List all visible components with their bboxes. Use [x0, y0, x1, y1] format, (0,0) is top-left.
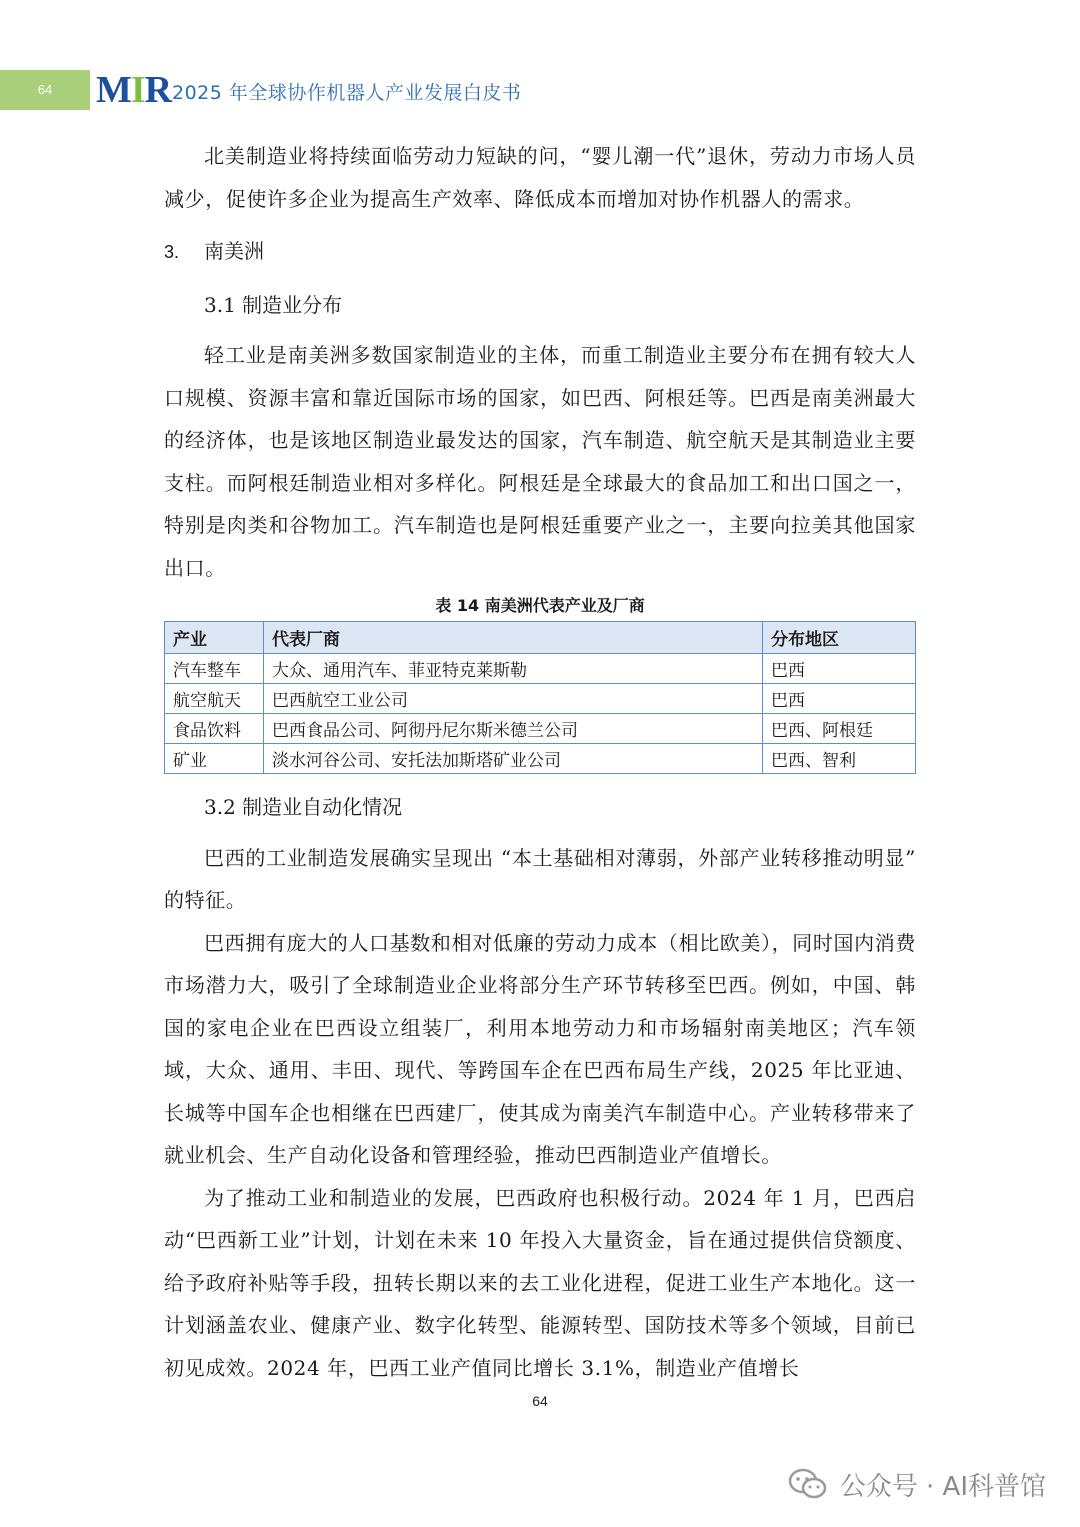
document-body [164, 135, 916, 1389]
mir-logo [96, 70, 171, 110]
subheading-manufacturing-distribution: 3.1 制造业分布 [204, 292, 343, 317]
table-cell: 矿业 [165, 744, 264, 774]
section-heading-south-america [164, 230, 916, 274]
table-cell: 巴西 [763, 654, 916, 684]
table-cell: 航空航天 [165, 684, 264, 714]
page-number: 64 [532, 1393, 548, 1409]
logo-letter-i: I [130, 69, 145, 111]
table-cell: 汽车整车 [165, 654, 264, 684]
table-cell: 大众、通用汽车、菲亚特克莱斯勒 [264, 654, 763, 684]
logo-letter-m: M [96, 69, 131, 111]
table-cell: 淡水河谷公司、安托法加斯塔矿业公司 [264, 744, 763, 774]
table-cell: 巴西航空工业公司 [264, 684, 763, 714]
wechat-icon [788, 1467, 828, 1501]
table-caption: 表 14 南美洲代表产业及厂商 [435, 596, 645, 615]
paragraph-brazil-new-industry: 为了推动工业和制造业的发展，巴西政府也积极行动。2024 年 1 月，巴西启动“巴西新工业”计划，计划在未来 10 年投入大量资金，旨在通过提供信贷额度、给予政府补贴等手段，扭转长期以来的去工业化进程，促进工业生产本地化。这一计划涵盖农业、健康产业、数字化转型、能源转型、国防技术等多个领域，目前已初见成效。2024 年，巴西工业产值同比增长 3.1%，制造业产值增长 [164, 1185, 916, 1380]
table-cell: 巴西、阿根廷 [763, 714, 916, 744]
table-header-row [165, 622, 916, 654]
table-row [165, 744, 916, 774]
header-title: 2025 年全球协作机器人产业发展白皮书 [172, 82, 522, 104]
table-header-cell: 产业 [165, 622, 264, 654]
subheading-automation: 3.2 制造业自动化情况 [204, 795, 403, 819]
table-row [165, 684, 916, 714]
logo-letter-r: R [144, 69, 172, 111]
paragraph-manufacturing-distribution: 轻工业是南美洲多数国家制造业的主体，而重工制造业主要分布在拥有较大人口规模、资源丰富和靠近国际市场的国家，如巴西、阿根廷等。巴西是南美洲最大的经济体，也是该地区制造业最发达的国家，汽车制造、航空航天是其制造业主要支柱。而阿根廷制造业相对多样化。阿根廷是全球最大的食品加工和出口国之一，特别是肉类和谷物加工。汽车制造也是阿根廷重要产业之一，主要向拉美其他国家出口。 [164, 343, 916, 580]
table-cell: 食品饮料 [165, 714, 264, 744]
table-cell: 巴西 [763, 684, 916, 714]
table-header-cell: 代表厂商 [264, 622, 763, 654]
table-cell: 巴西食品公司、阿彻丹尼尔斯米德兰公司 [264, 714, 763, 744]
table-row [165, 714, 916, 744]
watermark-text: 公众号 · AI科普馆 [839, 1471, 1046, 1502]
paragraph-north-america: 北美制造业将持续面临劳动力短缺的问，“婴儿潮一代”退休，劳动力市场人员减少，促使许多企业为提高生产效率、降低成本而增加对协作机器人的需求。 [164, 144, 916, 211]
table-row [165, 654, 916, 684]
paragraph-brazil-industry-transfer: 巴西拥有庞大的人口基数和相对低廉的劳动力成本（相比欧美），同时国内消费市场潜力大，吸引了全球制造业企业将部分生产环节转移至巴西。例如，中国、韩国的家电企业在巴西设立组装厂，利用本地劳动力和市场辐射南美地区；汽车领域，大众、通用、丰田、现代、等跨国车企在巴西布局生产线，2025 年比亚迪、长城等中国车企也相继在巴西建厂，使其成为南美汽车制造中心。产业转移带来了就业机会、生产自动化设备和管理经验，推动巴西制造业产值增长。 [164, 930, 916, 1167]
table-header-cell: 分布地区 [763, 622, 916, 654]
industry-table [164, 621, 916, 774]
page-header [0, 70, 1080, 112]
section-title: 南美洲 [204, 239, 264, 263]
section-number: 3. [164, 242, 180, 262]
header-page-number: 64 [0, 70, 90, 110]
table-cell: 巴西、智利 [763, 744, 916, 774]
wechat-watermark [788, 1462, 1046, 1506]
paragraph-brazil-characteristics: 巴西的工业制造发展确实呈现出 “本土基础相对薄弱，外部产业转移推动明显” 的特征。 [164, 845, 916, 912]
